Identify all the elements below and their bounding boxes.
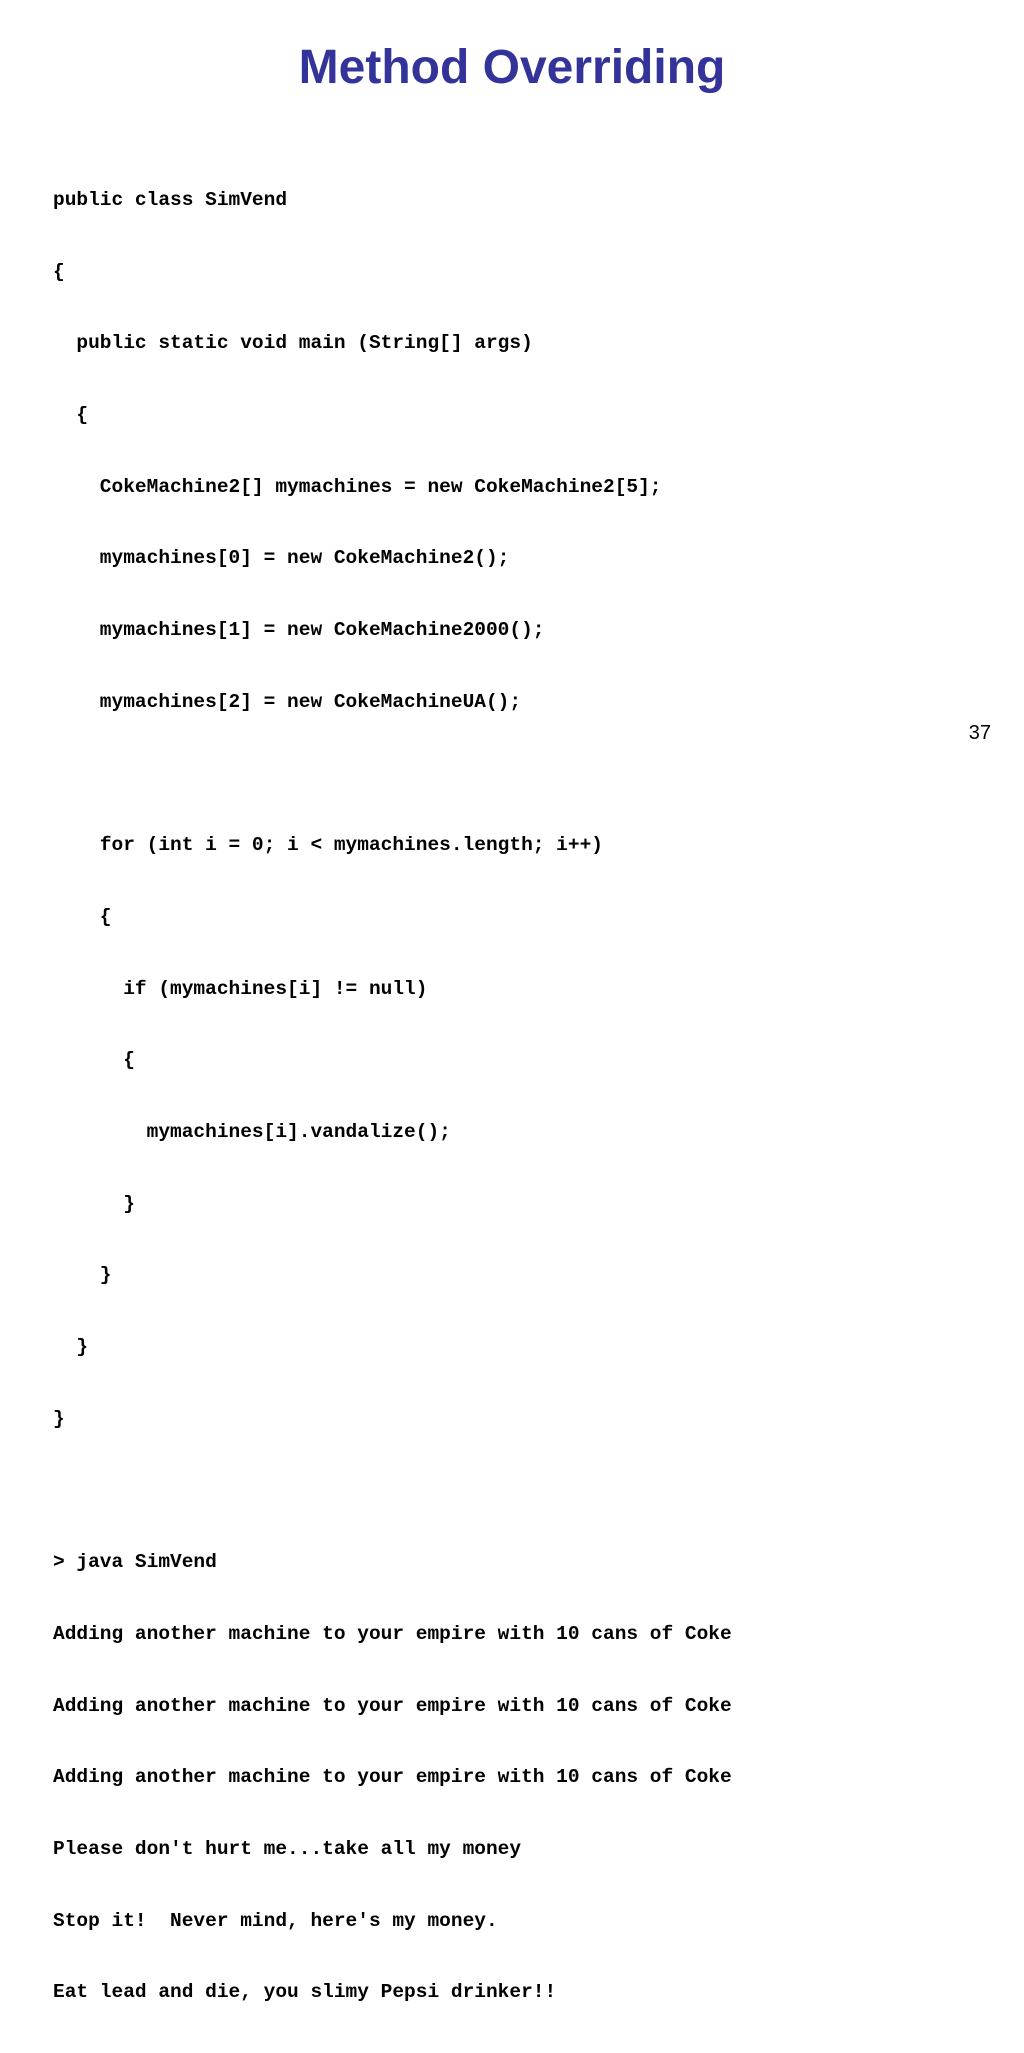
code-line: mymachines[2] = new CokeMachineUA();	[53, 690, 522, 713]
code-block	[53, 141, 732, 2053]
console-line: Adding another machine to your empire with 10 cans of Coke	[53, 1766, 732, 1789]
console-line: > java SimVend	[53, 1551, 217, 1574]
console-line: Adding another machine to your empire with 10 cans of Coke	[53, 1622, 732, 1645]
code-line: }	[53, 1192, 135, 1215]
code-line: CokeMachine2[] mymachines = new CokeMachine2[5];	[53, 475, 662, 498]
code-line: public static void main (String[] args)	[53, 332, 533, 355]
code-line: }	[53, 1264, 112, 1287]
code-line: {	[53, 1049, 135, 1072]
console-line: Stop it! Never mind, here's my money.	[53, 1909, 498, 1932]
code-line: }	[53, 1407, 65, 1430]
code-line	[53, 762, 732, 786]
code-line: }	[53, 1336, 89, 1359]
code-line: mymachines[0] = new CokeMachine2();	[53, 547, 510, 570]
code-line: {	[53, 403, 89, 426]
page-number: 37	[968, 722, 991, 744]
console-line: Please don't hurt me...take all my money	[53, 1837, 522, 1860]
console-line: Eat lead and die, you slimy Pepsi drinker!!	[53, 1981, 557, 2004]
code-line: {	[53, 260, 65, 283]
code-line: public class SimVend	[53, 188, 288, 211]
code-line: mymachines[1] = new CokeMachine2000();	[53, 619, 545, 642]
code-line: {	[53, 905, 112, 928]
code-line: if (mymachines[i] != null)	[53, 977, 428, 1000]
code-line	[53, 1479, 732, 1503]
slide-title: Method Overriding	[298, 41, 726, 94]
code-line: mymachines[i].vandalize();	[53, 1120, 451, 1143]
code-line: for (int i = 0; i < mymachines.length; i++)	[53, 834, 603, 857]
console-line: Adding another machine to your empire with 10 cans of Coke	[53, 1694, 732, 1717]
